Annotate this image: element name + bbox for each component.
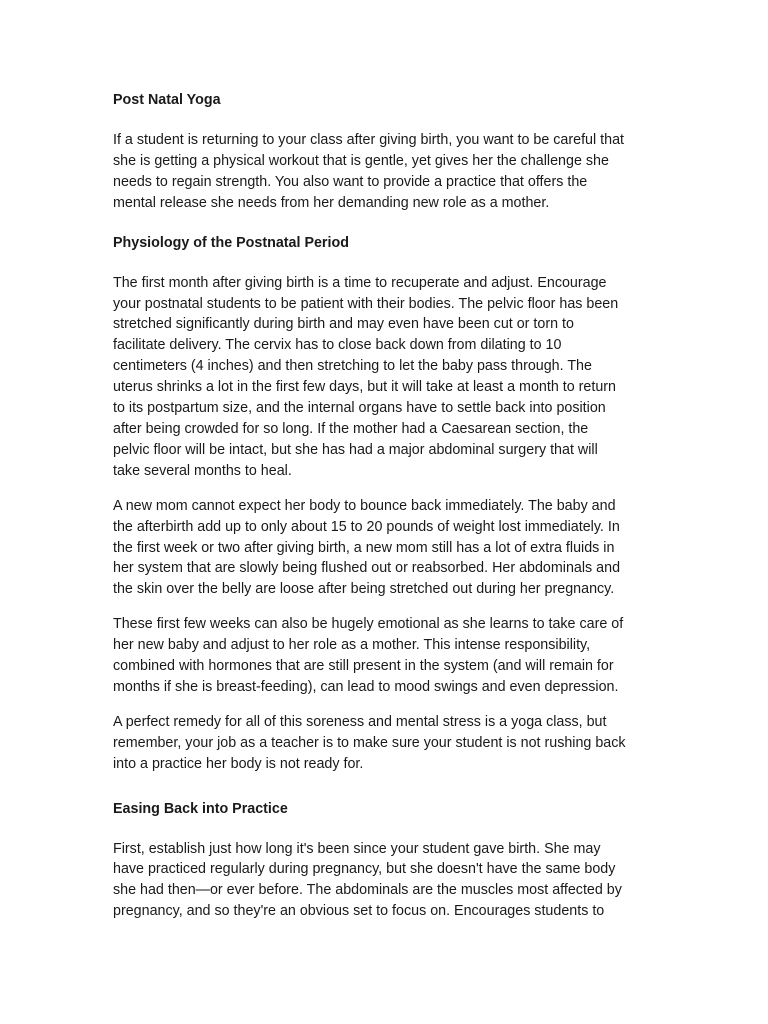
text-line: to its postpartum size, and the internal organs have to settle back into position [113, 400, 606, 417]
text-line: she is getting a physical workout that is gentle, yet gives her the challenge she [113, 152, 609, 169]
paragraph-new-mom [113, 496, 661, 601]
text-line: after being crowded for so long. If the mother had a Caesarean section, the [113, 420, 589, 437]
text-line: If a student is returning to your class after giving birth, you want to be careful that [113, 132, 624, 148]
text-line: the first week or two after giving birth, a new mom still has a lot of extra fluids in [113, 539, 615, 556]
text-line: her system that are slowly being flushed out or reabsorbed. Her abdominals and [113, 560, 621, 577]
text-line: into a practice her body is not ready for. [113, 755, 364, 772]
paragraph-first-month [113, 273, 661, 482]
text-line: uterus shrinks a lot in the first few days, but it will take at least a month to return [113, 379, 617, 396]
text-line: combined with hormones that are still present in the system (and will remain for [113, 658, 614, 675]
intro-paragraph [113, 130, 661, 214]
text-line: First, establish just how long it's been since your student gave birth. She may [113, 840, 601, 857]
text-line: your postnatal students to be patient with their bodies. The pelvic floor has been [113, 295, 619, 312]
paragraph-remedy [113, 712, 661, 775]
text-line: her new baby and adjust to her role as a mother. This intense responsibility, [113, 637, 591, 654]
text-line: she had then—or ever before. The abdominals are the muscles most affected by [113, 882, 622, 899]
document-title: Post Natal Yoga [113, 92, 221, 108]
text-line: remember, your job as a teacher is to make sure your student is not rushing back [113, 734, 626, 751]
text-line: The first month after giving birth is a time to recuperate and adjust. Encourage [113, 274, 607, 291]
section-heading-physiology: Physiology of the Postnatal Period [113, 234, 349, 251]
text-line: take several months to heal. [113, 462, 292, 479]
text-line: mental release she needs from her demanding new role as a mother. [113, 194, 550, 211]
text-line: centimeters (4 inches) and then stretching to let the baby pass through. The [113, 358, 592, 375]
text-line: have practiced regularly during pregnancy, but she doesn't have the same body [113, 861, 616, 878]
text-line: pelvic floor will be intact, but she has had a major abdominal surgery that will [113, 441, 598, 458]
text-line: stretched significantly during birth and may even have been cut or torn to [113, 316, 574, 333]
text-line: facilitate delivery. The cervix has to close back down from dilating to 10 [113, 337, 562, 354]
text-line: These first few weeks can also be hugely emotional as she learns to take care of [113, 616, 624, 633]
text-line: A perfect remedy for all of this soreness and mental stress is a yoga class, but [113, 713, 607, 730]
text-line: the skin over the belly are loose after being stretched out during her pregnancy. [113, 581, 615, 598]
document-page [113, 90, 661, 922]
text-line: A new mom cannot expect her body to bounce back immediately. The baby and [113, 497, 616, 514]
text-line: needs to regain strength. You also want to provide a practice that offers the [113, 173, 588, 190]
section-heading-easing-back: Easing Back into Practice [113, 800, 288, 817]
paragraph-establish [113, 839, 661, 923]
text-line: months if she is breast-feeding), can lead to mood swings and even depression. [113, 678, 619, 695]
text-line: pregnancy, and so they're an obvious set to focus on. Encourages students to [113, 903, 605, 920]
text-line: the afterbirth add up to only about 15 to 20 pounds of weight lost immediately. In [113, 518, 620, 535]
paragraph-emotional [113, 614, 661, 698]
